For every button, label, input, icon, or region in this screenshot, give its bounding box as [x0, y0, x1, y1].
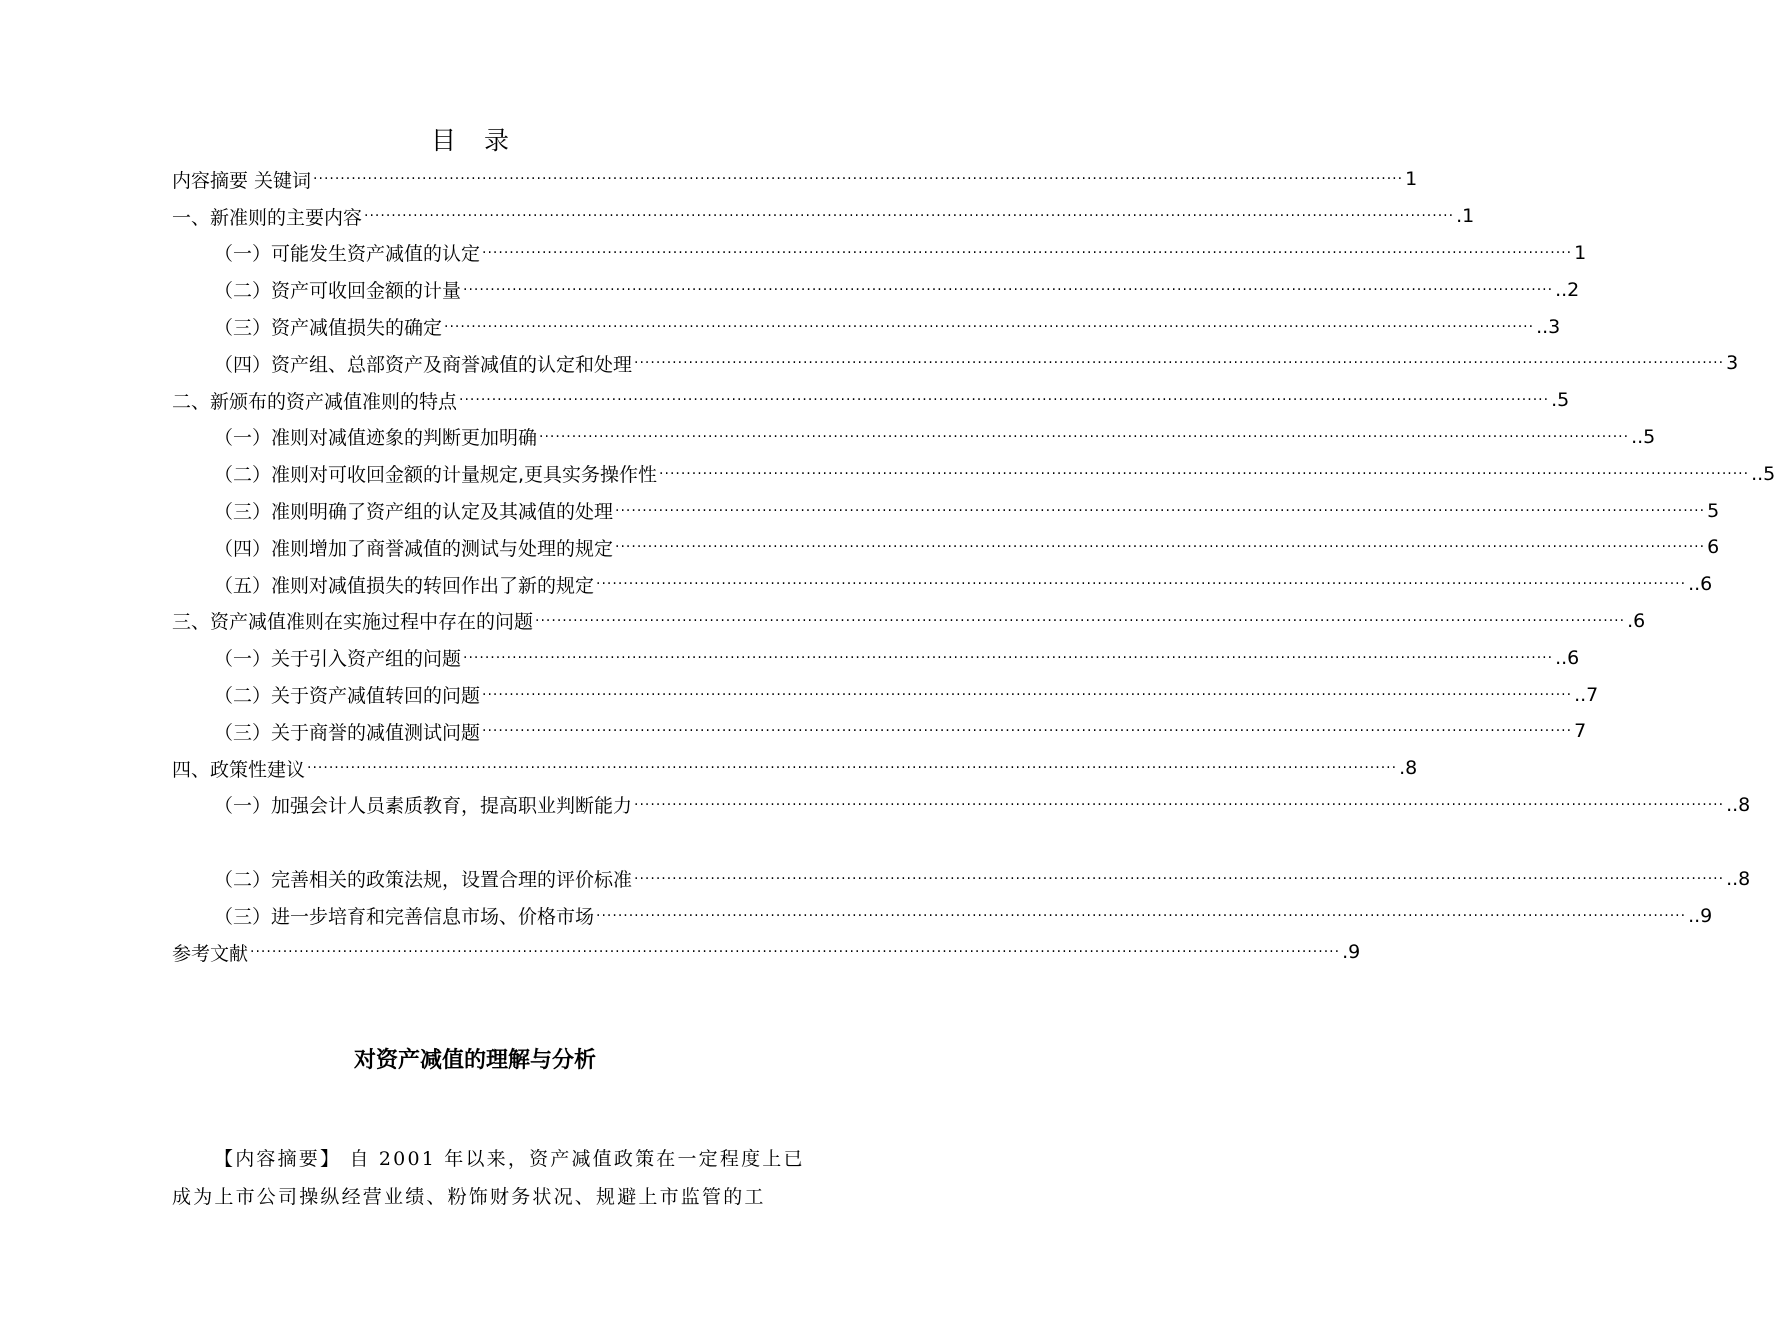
toc-entry[interactable]	[172, 639, 1580, 676]
toc-dot-leader: ········································································································································································································	[634, 796, 1725, 813]
toc-dot-leader: ········································································································································································································	[539, 428, 1630, 445]
toc-dot-leader: ········································································································································································································	[596, 907, 1687, 924]
toc-entry-text: （三）关于商誉的减值测试问题	[214, 721, 481, 744]
toc-entry-text: （二）关于资产减值转回的问题	[214, 685, 481, 708]
toc-entry-text: （二）完善相关的政策法规，设置合理的评价标准	[214, 869, 633, 892]
toc-dot-leader: ········································································································································································································	[596, 576, 1687, 593]
toc-page-number: .5	[1551, 389, 1570, 412]
toc-page-number: 7	[1574, 720, 1587, 743]
toc-page-number: 3	[1726, 352, 1739, 375]
toc-entry-text: 一、新准则的主要内容	[172, 206, 363, 229]
toc-entry-text: （一）加强会计人员素质教育，提高职业判断能力	[214, 795, 633, 818]
toc-entry[interactable]	[172, 713, 1587, 750]
toc-entry-text: （二）资产可收回金额的计量	[214, 280, 462, 303]
toc-entry-text: （三）资产减值损失的确定	[214, 317, 443, 340]
toc-dot-leader: ········································································································································································································	[482, 723, 1573, 740]
toc-page-number: ..6	[1688, 573, 1713, 596]
toc-dot-leader: ········································································································································································································	[459, 392, 1550, 409]
toc-page-number: 6	[1707, 536, 1720, 559]
toc-page-number: ..5	[1751, 462, 1775, 485]
table-of-contents	[172, 161, 1775, 971]
toc-entry-text: 内容摘要 关键词	[172, 169, 312, 192]
toc-page-number: ..2	[1555, 278, 1580, 301]
toc-page-number: ..5	[1631, 425, 1656, 448]
abstract-paragraph: 【内容摘要】 自 2001 年以来，资产减值政策在一定程度上已成为上市公司操纵经营业绩、粉饰财务状况、规避上市监管的工	[172, 1148, 805, 1208]
toc-page-number: .1	[1456, 205, 1475, 228]
toc-dot-leader: ········································································································································································································	[659, 465, 1750, 482]
toc-entry[interactable]	[172, 345, 1739, 382]
toc-dot-leader: ········································································································································································································	[615, 502, 1706, 519]
toc-entry-text: 参考文献	[172, 942, 249, 965]
toc-entry[interactable]	[172, 860, 1751, 897]
toc-entry-text: 三、资产减值准则在实施过程中存在的问题	[172, 611, 534, 634]
toc-entry[interactable]	[172, 308, 1561, 345]
toc-dot-leader: ········································································································································································································	[615, 539, 1706, 556]
toc-entry-text: 四、政策性建议	[172, 758, 306, 781]
toc-entry[interactable]	[172, 603, 1646, 640]
toc-entry[interactable]	[172, 161, 1418, 198]
toc-entry-text: （一）可能发生资产减值的认定	[214, 243, 481, 266]
toc-dot-leader: ········································································································································································································	[463, 649, 1554, 666]
toc-dot-leader: ········································································································································································································	[444, 318, 1535, 335]
toc-entry[interactable]	[172, 529, 1720, 566]
toc-page-number: .6	[1627, 609, 1646, 632]
toc-page-number: 1	[1405, 168, 1418, 191]
toc-page-number: ..9	[1688, 904, 1713, 927]
toc-entry[interactable]	[172, 455, 1775, 492]
toc-page-number: ..7	[1574, 683, 1599, 706]
toc-entry-text: （五）准则对减值损失的转回作出了新的规定	[214, 574, 595, 597]
toc-entry[interactable]	[172, 419, 1656, 456]
toc-entry[interactable]	[172, 787, 1751, 824]
toc-entry-text: （二）准则对可收回金额的计量规定,更具实务操作性	[214, 464, 658, 487]
toc-page-number: 1	[1574, 241, 1587, 264]
document-title: 对资产减值的理解与分析	[353, 1048, 596, 1073]
toc-page-number: 5	[1707, 499, 1720, 522]
toc-entry[interactable]	[172, 382, 1570, 419]
toc-entry[interactable]	[172, 897, 1713, 934]
toc-entry[interactable]	[172, 235, 1587, 272]
toc-dot-leader: ········································································································································································································	[634, 870, 1725, 887]
toc-entry-text: （四）资产组、总部资产及商誉减值的认定和处理	[214, 353, 633, 376]
toc-dot-leader: ········································································································································································································	[313, 171, 1404, 188]
toc-entry[interactable]	[172, 492, 1720, 529]
toc-entry[interactable]	[172, 676, 1599, 713]
toc-dot-leader: ········································································································································································································	[482, 244, 1573, 261]
toc-entry-text: （三）进一步培育和完善信息市场、价格市场	[214, 906, 595, 929]
toc-dot-leader: ········································································································································································································	[535, 612, 1626, 629]
toc-dot-leader: ········································································································································································································	[463, 281, 1554, 298]
toc-page-number: ..3	[1536, 315, 1561, 338]
toc-page-number: ..6	[1555, 646, 1580, 669]
toc-dot-leader: ········································································································································································································	[250, 944, 1341, 961]
toc-dot-leader: ········································································································································································································	[634, 355, 1725, 372]
toc-entry-text: （四）准则增加了商誉减值的测试与处理的规定	[214, 537, 614, 560]
toc-page-number: .8	[1399, 757, 1418, 780]
toc-dot-leader: ········································································································································································································	[307, 760, 1398, 777]
toc-entry-text: （三）准则明确了资产组的认定及其减值的处理	[214, 501, 614, 524]
toc-entry-text: 二、新颁布的资产减值准则的特点	[172, 390, 458, 413]
toc-entry[interactable]	[172, 750, 1418, 787]
toc-dot-leader: ········································································································································································································	[482, 686, 1573, 703]
toc-page-number: .9	[1342, 941, 1361, 964]
toc-entry-text: （一）准则对减值迹象的判断更加明确	[214, 427, 538, 450]
toc-page-number: ..8	[1726, 793, 1751, 816]
toc-entry[interactable]	[172, 198, 1475, 235]
toc-title: 目 录	[431, 126, 519, 155]
toc-page-number: ..8	[1726, 867, 1751, 890]
toc-entry[interactable]	[172, 271, 1580, 308]
toc-entry[interactable]	[172, 566, 1713, 603]
toc-entry-text: （一）关于引入资产组的问题	[214, 648, 462, 671]
toc-dot-leader: ········································································································································································································	[364, 208, 1455, 225]
toc-entry[interactable]	[172, 934, 1361, 971]
